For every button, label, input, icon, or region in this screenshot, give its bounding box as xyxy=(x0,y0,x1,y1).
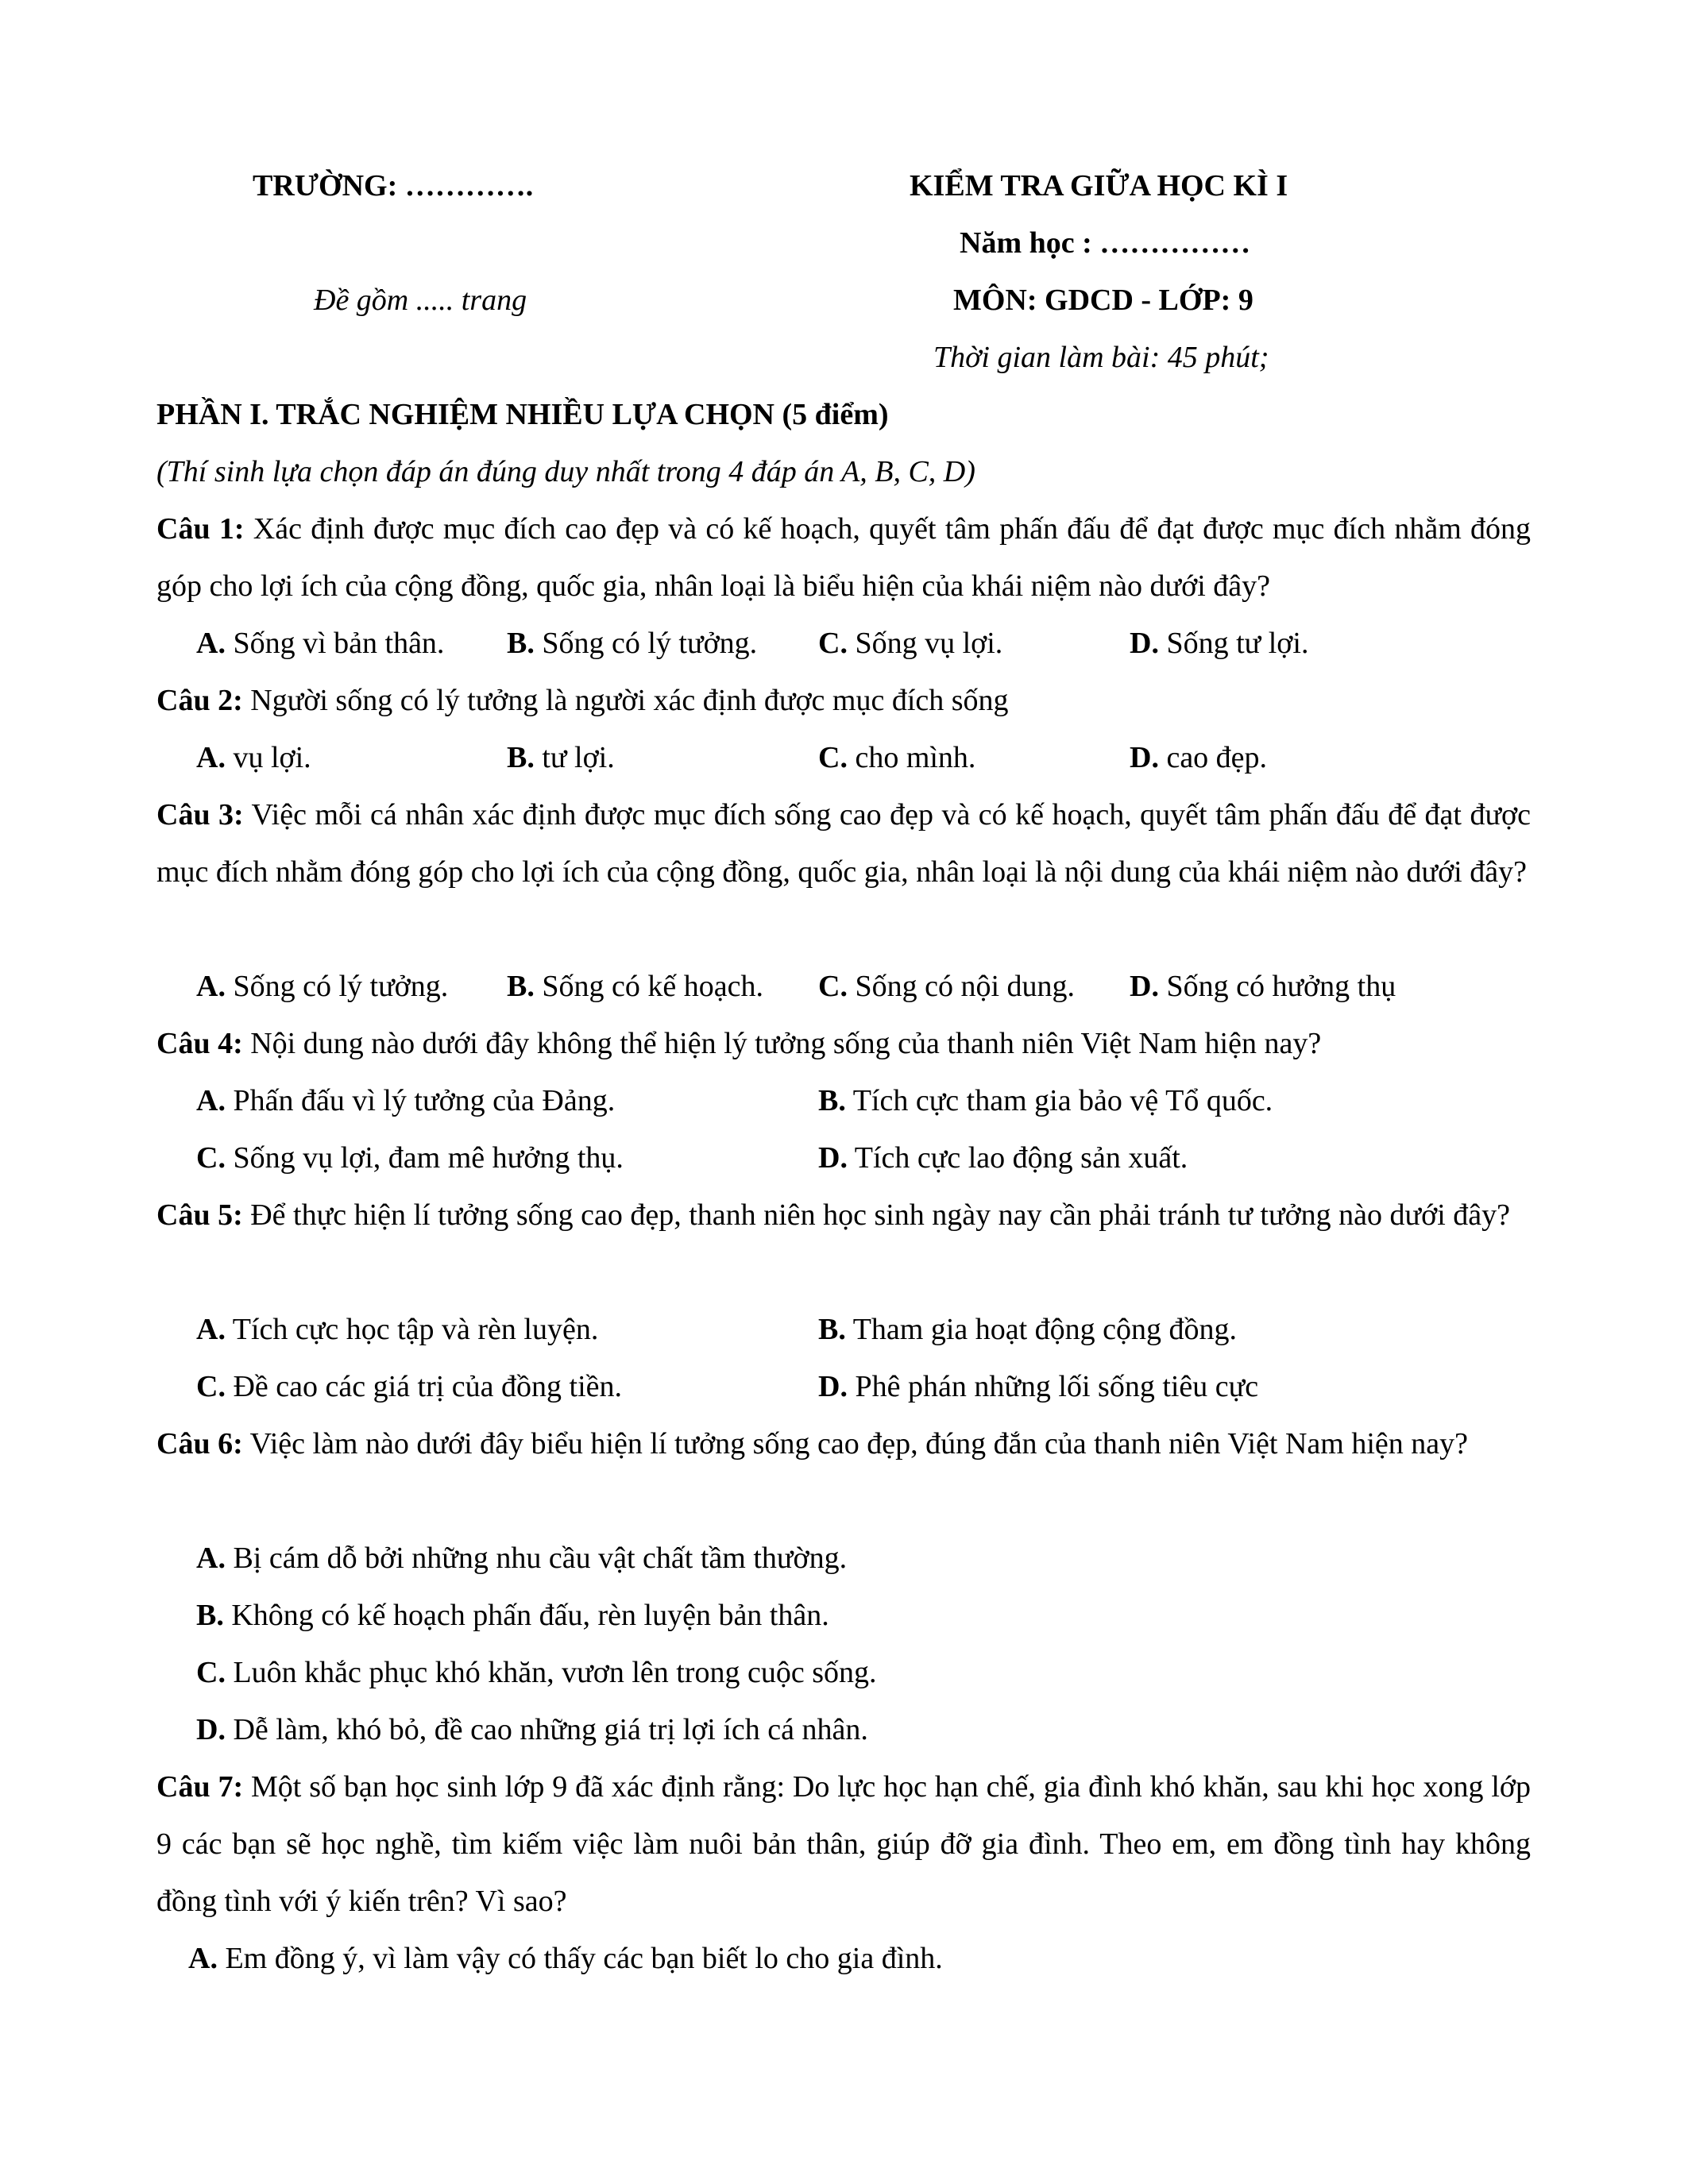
option-letter: A. xyxy=(196,1084,226,1117)
option-text: Luôn khắc phục khó khăn, vươn lên trong cuộc sống. xyxy=(233,1656,877,1689)
option-text: Tham gia hoạt động cộng đồng. xyxy=(852,1313,1238,1346)
option-letter: A. xyxy=(196,970,226,1003)
option-6c[interactable] xyxy=(196,1653,876,1692)
option-4a[interactable] xyxy=(196,1082,615,1120)
option-1c[interactable] xyxy=(818,624,1002,662)
option-2d[interactable] xyxy=(1130,739,1267,777)
option-5d[interactable] xyxy=(818,1368,1258,1406)
option-text: Đề cao các giá trị của đồng tiền. xyxy=(233,1370,622,1403)
option-3d[interactable] xyxy=(1130,967,1396,1005)
option-letter: A. xyxy=(188,1942,218,1975)
option-text: tư lợi. xyxy=(542,741,615,774)
option-letter: A. xyxy=(196,1542,226,1575)
question-2 xyxy=(156,672,1531,729)
option-3b[interactable] xyxy=(507,967,763,1005)
option-letter: A. xyxy=(196,741,226,774)
question-text: Việc làm nào dưới đây biểu hiện lí tưởng sống cao đẹp, đúng đắn của thanh niên Việt Nam hiện nay? xyxy=(249,1427,1468,1461)
option-6d[interactable] xyxy=(196,1711,868,1749)
option-1b[interactable] xyxy=(507,624,757,662)
question-text: Xác định được mục đích cao đẹp và có kế hoạch, quyết tâm phấn đấu để đạt được mục đích nhằm đóng góp cho lợi ích của cộng đồng, quốc gia, nhân loại là biểu hiện của khái niệm nào dưới đây? xyxy=(156,512,1532,603)
option-letter: D. xyxy=(1130,970,1159,1003)
option-4c[interactable] xyxy=(196,1139,624,1177)
question-text: Việc mỗi cá nhân xác định được mục đích sống cao đẹp và có kế hoạch, quyết tâm phấn đấu để đạt được mục đích nhằm đóng góp cho lợi ích của cộng đồng, quốc gia, nhân loại là nội dung của khái niệm nào dưới đây? xyxy=(156,798,1532,889)
option-text: Phấn đấu vì lý tưởng của Đảng. xyxy=(233,1084,616,1117)
option-3c[interactable] xyxy=(818,967,1075,1005)
option-text: Sống vụ lợi, đam mê hưởng thụ. xyxy=(233,1141,624,1175)
school-year: Năm học : …………… xyxy=(960,226,1251,260)
question-5 xyxy=(156,1187,1531,1244)
option-text: Bị cám dỗ bởi những nhu cầu vật chất tầm thường. xyxy=(233,1542,848,1575)
option-text: Tích cực học tập và rèn luyện. xyxy=(232,1313,599,1346)
question-label: Câu 6: xyxy=(156,1427,243,1461)
option-4d[interactable] xyxy=(818,1139,1188,1177)
option-text: Sống có nội dung. xyxy=(855,970,1076,1003)
option-text: Sống vụ lợi. xyxy=(855,627,1003,660)
section-title: PHẦN I. TRẮC NGHIỆM NHIỀU LỰA CHỌN (5 điểm) xyxy=(156,398,889,431)
option-text: Sống vì bản thân. xyxy=(233,627,445,660)
question-text: Nội dung nào dưới đây không thể hiện lý tưởng sống của thanh niên Việt Nam hiện nay? xyxy=(250,1027,1322,1060)
option-text: vụ lợi. xyxy=(233,741,311,774)
option-letter: D. xyxy=(1130,627,1159,660)
option-text: Sống có kế hoạch. xyxy=(542,970,763,1003)
page-count: Đề gồm ..... trang xyxy=(314,284,527,317)
option-text: Phê phán những lối sống tiêu cực xyxy=(855,1370,1259,1403)
option-2a[interactable] xyxy=(196,739,311,777)
option-2b[interactable] xyxy=(507,739,615,777)
option-letter: B. xyxy=(507,627,535,660)
question-6 xyxy=(156,1415,1531,1472)
option-text: cao đẹp. xyxy=(1166,741,1268,774)
time-limit: Thời gian làm bài: 45 phút; xyxy=(933,341,1269,374)
option-2c[interactable] xyxy=(818,739,975,777)
option-letter: A. xyxy=(196,627,226,660)
question-label: Câu 7: xyxy=(156,1770,244,1804)
option-letter: C. xyxy=(818,970,848,1003)
option-letter: D. xyxy=(818,1370,848,1403)
option-5a[interactable] xyxy=(196,1310,598,1349)
option-letter: C. xyxy=(818,741,848,774)
question-label: Câu 3: xyxy=(156,798,244,832)
option-letter: D. xyxy=(1130,741,1159,774)
section-instruction: (Thí sinh lựa chọn đáp án đúng duy nhất trong 4 đáp án A, B, C, D) xyxy=(156,455,975,488)
question-text: Người sống có lý tưởng là người xác định được mục đích sống xyxy=(250,684,1009,717)
option-letter: B. xyxy=(507,741,535,774)
option-letter: C. xyxy=(196,1370,226,1403)
question-label: Câu 1: xyxy=(156,512,245,546)
question-label: Câu 4: xyxy=(156,1027,243,1060)
option-6b[interactable] xyxy=(196,1596,829,1634)
option-text: Dễ làm, khó bỏ, đề cao những giá trị lợi ích cá nhân. xyxy=(233,1713,868,1746)
question-4 xyxy=(156,1015,1531,1072)
option-text: Sống có lý tưởng. xyxy=(233,970,449,1003)
option-7a[interactable] xyxy=(188,1939,943,1978)
option-1a[interactable] xyxy=(196,624,444,662)
option-4b[interactable] xyxy=(818,1082,1273,1120)
school-field: TRƯỜNG: …………. xyxy=(253,169,534,203)
option-letter: B. xyxy=(196,1599,224,1632)
option-text: Tích cực lao động sản xuất. xyxy=(854,1141,1188,1175)
question-label: Câu 5: xyxy=(156,1198,243,1232)
option-text: Em đồng ý, vì làm vậy có thấy các bạn biết lo cho gia đình. xyxy=(225,1942,943,1975)
question-3 xyxy=(156,786,1531,901)
question-7 xyxy=(156,1758,1531,1930)
option-5c[interactable] xyxy=(196,1368,622,1406)
question-text: Để thực hiện lí tưởng sống cao đẹp, thanh niên học sinh ngày nay cần phải tránh tư tưởng nào dưới đây? xyxy=(250,1198,1511,1232)
option-text: Tích cực tham gia bảo vệ Tổ quốc. xyxy=(852,1084,1273,1117)
question-label: Câu 2: xyxy=(156,684,243,717)
option-text: Sống tư lợi. xyxy=(1166,627,1309,660)
option-letter: C. xyxy=(196,1656,226,1689)
option-text: Sống có lý tưởng. xyxy=(542,627,758,660)
subject-class: MÔN: GDCD - LỚP: 9 xyxy=(953,284,1253,317)
option-letter: A. xyxy=(196,1313,226,1346)
option-text: Không có kế hoạch phấn đấu, rèn luyện bản thân. xyxy=(231,1599,829,1632)
question-1 xyxy=(156,500,1531,615)
option-letter: B. xyxy=(507,970,535,1003)
option-6a[interactable] xyxy=(196,1539,847,1577)
option-letter: D. xyxy=(818,1141,848,1175)
option-letter: C. xyxy=(818,627,848,660)
option-letter: B. xyxy=(818,1084,846,1117)
option-letter: C. xyxy=(196,1141,226,1175)
option-5b[interactable] xyxy=(818,1310,1237,1349)
option-letter: D. xyxy=(196,1713,226,1746)
option-3a[interactable] xyxy=(196,967,448,1005)
option-text: Sống có hưởng thụ xyxy=(1166,970,1396,1003)
option-1d[interactable] xyxy=(1130,624,1308,662)
option-text: cho mình. xyxy=(855,741,976,774)
option-letter: B. xyxy=(818,1313,846,1346)
exam-title: KIỂM TRA GIỮA HỌC KÌ I xyxy=(910,169,1288,203)
question-text: Một số bạn học sinh lớp 9 đã xác định rằng: Do lực học hạn chế, gia đình khó khăn, sau khi học xong lớp 9 các bạn sẽ học nghề, tìm kiếm việc làm nuôi bản thân, giúp đỡ gia đình. Theo em, em đồng tình hay không đồng tình với ý kiến trên? Vì sao? xyxy=(156,1770,1531,1918)
